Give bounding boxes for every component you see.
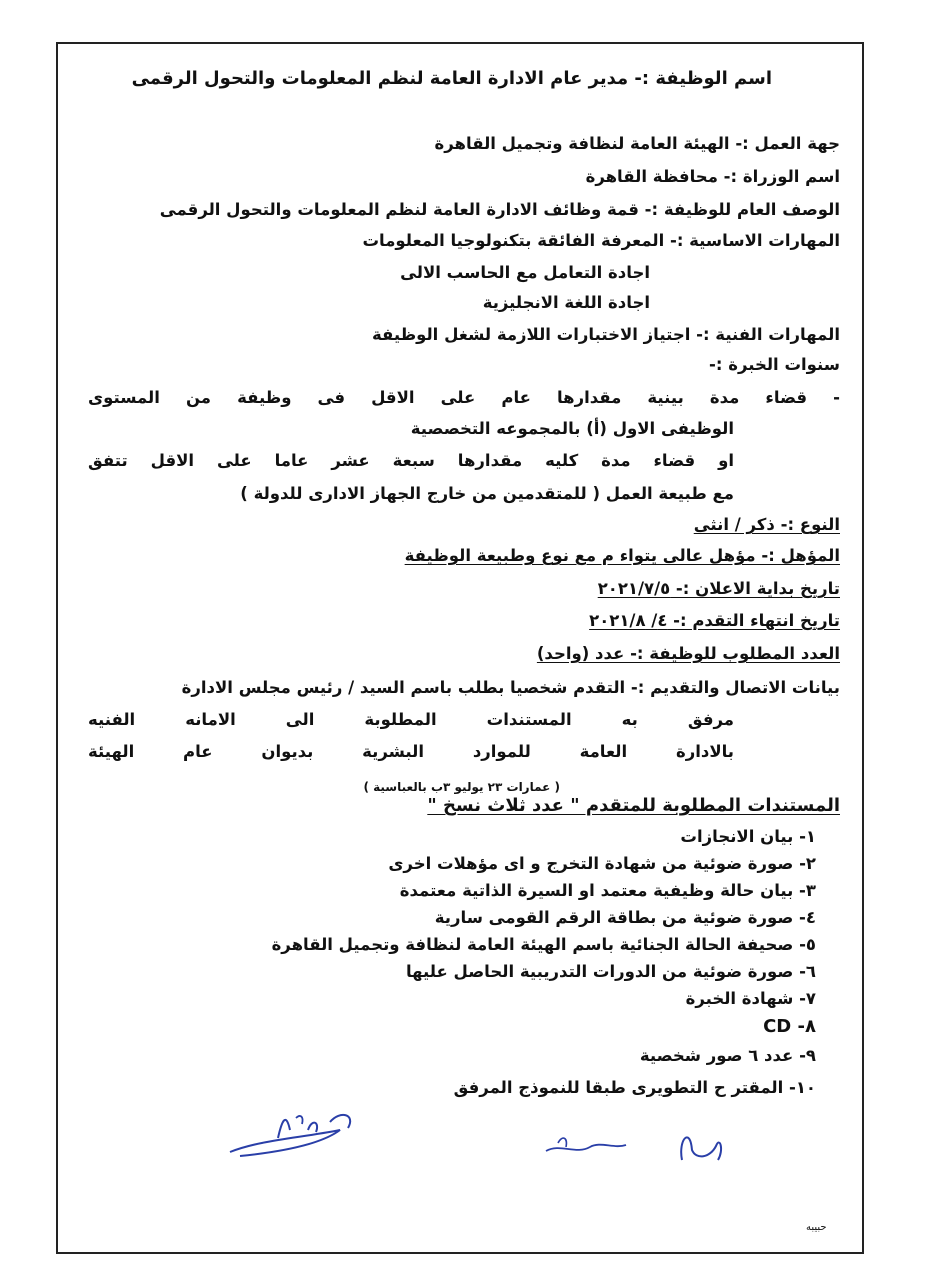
positions-required-line: العدد المطلوب للوظيفة :- عدد (واحد) — [536, 644, 840, 663]
document-item: ٣- بيان حالة وظيفية معتمد او السيرة الذاتية معتمدة — [399, 881, 816, 900]
signature-1 — [220, 1100, 370, 1165]
document-item: ١- بيان الانجازات — [680, 827, 816, 846]
document-item: ٩- عدد ٦ صور شخصية — [639, 1046, 816, 1065]
document-item: ٨- CD — [763, 1016, 816, 1037]
document-item: ١٠- المقتر ح التطويرى طبقا للنموذج المرفق — [453, 1078, 816, 1097]
job-title: اسم الوظيفة :- مدير عام الادارة العامة لنظم المعلومات والتحول الرقمى — [131, 68, 772, 89]
signature-3 — [670, 1120, 730, 1170]
document-item: ٤- صورة ضوئية من بطاقة الرقم القومى سارية — [434, 908, 816, 927]
general-description-line: الوصف العام للوظيفة :- قمة وظائف الادارة العامة لنظم المعلومات والتحول الرقمى — [159, 200, 840, 219]
experience-heading: سنوات الخبرة :- — [709, 355, 840, 374]
experience-line: الوظيفى الاول (أ) بالمجموعه التخصصية — [410, 419, 734, 438]
ad-end-line: تاريخ انتهاء التقدم :- ٤/ ٢٠٢١/٨ — [589, 611, 840, 630]
ad-start-line: تاريخ بداية الاعلان :- ٢٠٢١/٧/٥ — [597, 579, 840, 598]
experience-line: او قضاء مدة كليه مقدارها سبعة عشر عاما على الاقل تتفق — [88, 451, 734, 470]
contact-line: مرفق به المستندات المطلوبة الى الامانه الفنيه — [88, 710, 734, 729]
qualification-line: المؤهل :- مؤهل عالى يتواء م مع نوع وطبيعة الوظيفة — [404, 546, 840, 565]
experience-line: - قضاء مدة بينية مقدارها عام على الاقل فى وظيفة من المستوى — [88, 388, 840, 407]
experience-line: مع طبيعة العمل ( للمتقدمين من خارج الجهاز الادارى للدولة ) — [240, 484, 734, 503]
ministry-line: اسم الوزراة :- محافظة القاهرة — [585, 167, 840, 186]
technical-skills-line: المهارات الفنية :- اجتياز الاختبارات اللازمة لشغل الوظيفة — [371, 325, 840, 344]
contact-address: ( عمارات ٢٣ يوليو ٣ب بالعباسية ) — [363, 780, 560, 794]
document-item: ٢- صورة ضوئية من شهادة التخرج و اى مؤهلات اخرى — [388, 854, 816, 873]
documents-heading: المستندات المطلوبة للمتقدم " عدد ثلاث نسخ " — [427, 795, 840, 816]
document-item: ٦- صورة ضوئية من الدورات التدريبية الحاصل عليها — [405, 962, 816, 981]
signature-2 — [540, 1125, 630, 1165]
basic-skills-line: المهارات الاساسية :- المعرفة الفائقة بتكنولوجيا المعلومات — [362, 231, 840, 250]
document-item: ٥- صحيفة الحالة الجنائية باسم الهيئة العامة لنظافة وتجميل القاهرة — [271, 935, 816, 954]
employer-line: جهة العمل :- الهيئة العامة لنظافة وتجميل القاهرة — [434, 134, 840, 153]
basic-skills-item: اجادة اللغة الانجليزية — [482, 293, 650, 312]
gender-line: النوع :- ذكر / انثى — [693, 515, 840, 534]
document-item: ٧- شهادة الخبرة — [685, 989, 816, 1008]
contact-line: بيانات الاتصال والتقديم :- التقدم شخصيا بطلب باسم السيد / رئيس مجلس الادارة — [181, 678, 840, 697]
footer-note: حبيبه — [806, 1222, 827, 1233]
contact-line: بالادارة العامة للموارد البشرية بديوان عام الهيئة — [88, 742, 734, 761]
basic-skills-item: اجادة التعامل مع الحاسب الالى — [400, 263, 650, 282]
